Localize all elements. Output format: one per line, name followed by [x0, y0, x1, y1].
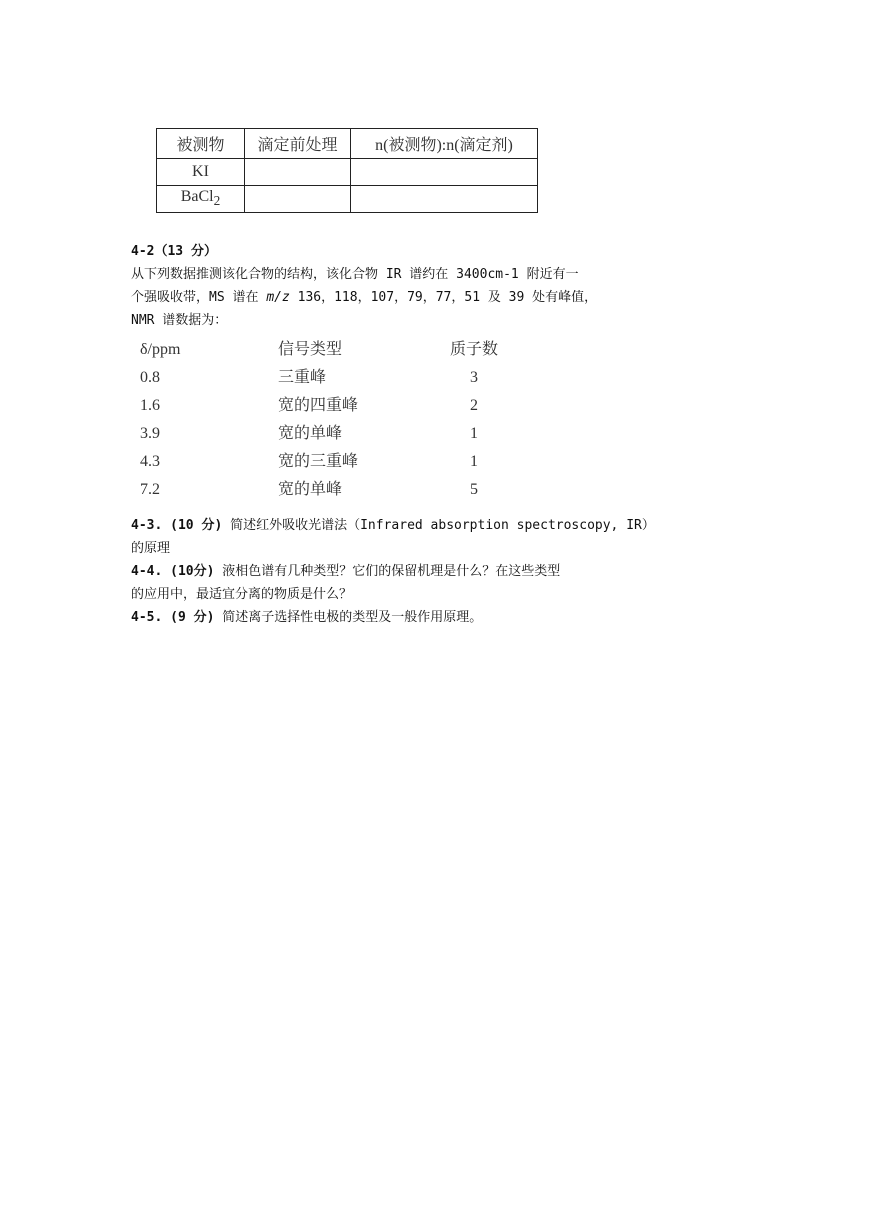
q4-2-mz: m/z — [266, 290, 290, 305]
nmr-type: 宽的单峰 — [278, 481, 343, 498]
q4-3-text: 简述红外吸收光谱法（Infrared absorption spectroscopy, IR） — [222, 518, 655, 533]
nmr-header-shift: δ/ppm — [140, 341, 181, 358]
table-row — [157, 159, 538, 186]
nmr-shift: 7.2 — [140, 481, 160, 498]
nmr-protons: 1 — [470, 453, 478, 470]
q4-5-line1 — [131, 606, 482, 629]
header-analyte: 被测物 — [157, 129, 245, 159]
nmr-shift: 4.3 — [140, 453, 160, 470]
table-row — [157, 186, 538, 213]
cell-analyte: KI — [157, 159, 245, 186]
q4-2-line2-b: 136，118，107，79，77，51 及 39 处有峰值， — [289, 290, 598, 305]
q4-4-line2: 的应用中，最适宜分离的物质是什么？ — [131, 587, 353, 602]
titration-table — [156, 128, 538, 213]
header-ratio: n(被测物):n(滴定剂) — [351, 129, 538, 159]
titration-header-row — [157, 129, 538, 159]
q4-2-line1: 从下列数据推测该化合物的结构，该化合物 IR 谱约在 3400cm-1 附近有一 — [131, 267, 579, 282]
q4-4-text: 液相色谱有几种类型？它们的保留机理是什么？在这些类型 — [214, 564, 561, 579]
nmr-shift: 3.9 — [140, 425, 160, 442]
nmr-protons: 1 — [470, 425, 478, 442]
cell-pretreatment — [245, 159, 351, 186]
q4-2-line3: NMR 谱数据为： — [131, 313, 228, 328]
q4-2-heading: 4-2（13 分） — [131, 244, 217, 259]
nmr-shift: 0.8 — [140, 369, 160, 386]
q4-2-line2 — [131, 286, 597, 309]
nmr-protons: 2 — [470, 397, 478, 414]
nmr-type: 宽的单峰 — [278, 425, 343, 442]
nmr-shift: 1.6 — [140, 397, 160, 414]
nmr-type: 宽的三重峰 — [278, 453, 359, 470]
q4-5-text: 简述离子选择性电极的类型及一般作用原理。 — [214, 610, 483, 625]
nmr-header-protons: 质子数 — [450, 341, 499, 358]
q4-4-label: 4-4. (10分) — [131, 564, 215, 579]
nmr-type: 三重峰 — [278, 369, 327, 386]
nmr-header-type: 信号类型 — [278, 341, 343, 358]
nmr-protons: 3 — [470, 369, 478, 386]
q4-2-line2-a: 个强吸收带，MS 谱在 — [131, 290, 267, 305]
nmr-protons: 5 — [470, 481, 478, 498]
analyte-subscript: 2 — [213, 193, 221, 209]
q4-4-line1 — [131, 560, 560, 583]
analyte-formula: BaCl — [180, 188, 214, 206]
q4-3-label: 4-3. (10 分) — [131, 518, 223, 533]
header-pretreatment: 滴定前处理 — [245, 129, 351, 159]
q4-3-line1 — [131, 514, 655, 537]
cell-ratio — [351, 159, 538, 186]
cell-pretreatment — [245, 186, 351, 213]
q4-5-label: 4-5. (9 分) — [131, 610, 215, 625]
cell-analyte — [157, 186, 245, 213]
nmr-type: 宽的四重峰 — [278, 397, 359, 414]
cell-ratio — [351, 186, 538, 213]
q4-3-line2: 的原理 — [131, 541, 171, 556]
